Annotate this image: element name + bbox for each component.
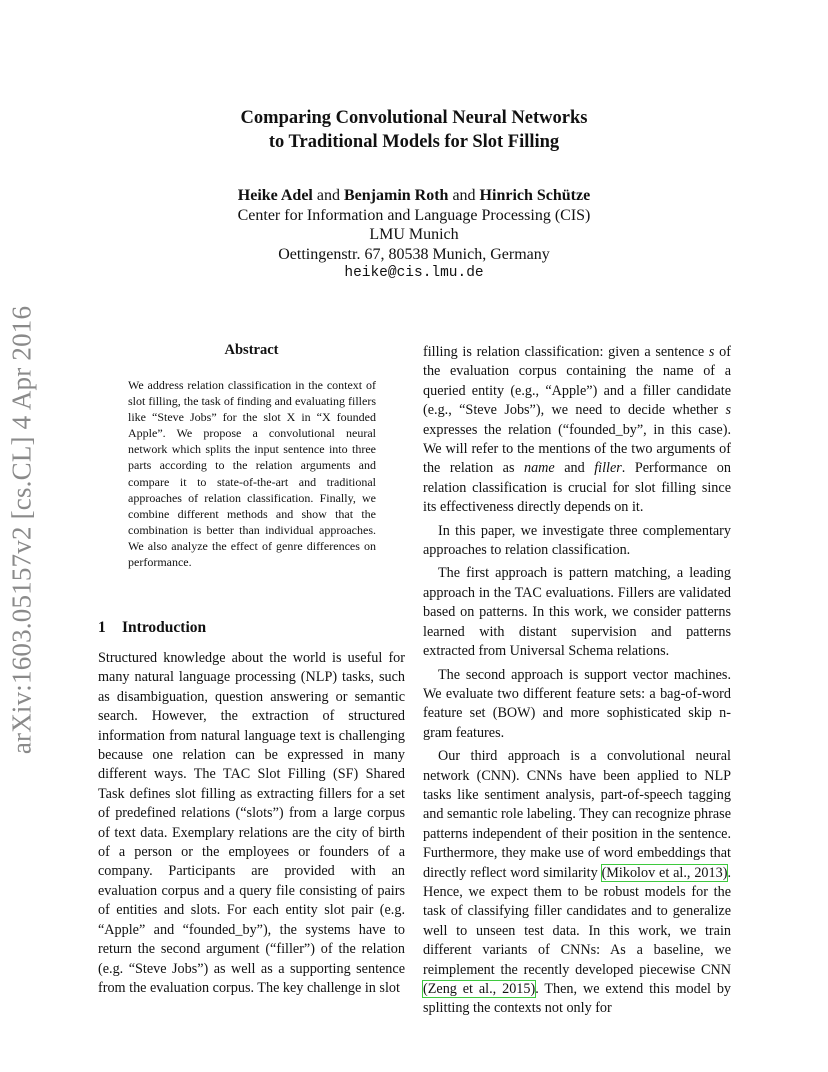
p1-text-d: . Performance on relation classification is crucial for slot filling since its effectiveness directly depends on it. [423,460,731,516]
p1-text-c: expresses the relation (“founded_by”, in this case). We will refer to the mentions of the two arguments of the relation as [423,421,731,477]
right-paragraph-1 [423,343,731,518]
right-paragraph-2: In this paper, we investigate three complementary approaches to relation classification. [423,522,731,559]
citation-zeng[interactable]: (Zeng et al., 2015) [423,981,536,997]
author-sep-2: and [452,187,476,204]
p5-text-c: . Then, we extend this model by splitting the contexts not only for [423,981,732,1017]
author-sep-1: and [316,187,340,204]
right-paragraph-4: The second approach is support vector machines. We evaluate two different feature sets: a bag-of-word feature set (BOW) and more sophisticated skip n-gram features. [423,666,731,741]
abstract-body [128,377,376,570]
affiliation-line-2: LMU Munich [369,226,459,243]
p5-text-b: . Hence, we expect them to be robust models for the task of classifying filler candidates and to generalize well to unseen test data. In this work, we train different variants of CNNs: As a baseline, we reimplement the recently developed piecewise CNN [423,864,731,978]
p5-text-a: Our third approach is a convolutional neural network (CNN). CNNs have been applied to NLP tasks like sentiment analysis, part-of-speech tagging and semantic role labeling. They can recognize phrase patterns independent of their position in the sentence. Furthermore, they make use of word embeddings that directly reflect word similarity [423,748,731,881]
abstract-text: We address relation classification in the context of slot filling, the task of finding and evaluating fillers like “Steve Jobs” for the slot X in “X founded Apple”. We propose a convolutional neural network which splits the input sentence into three parts according to the relation arguments and compare it to state-of-the-art and traditional approaches of relation classification. Finally, we combine different methods and show that the combination is better than individual approaches. We also analyze the effect of genre differences on performance. [128,378,376,570]
right-column-text [423,343,731,1019]
section-title: Introduction [122,619,207,636]
right-paragraph-3: The first approach is pattern matching, a leading approach in the TAC evaluations. Fillers are validated based on patterns. In this work, we consider patterns learned with distant supervision and patterns extracted from Universal Schema relations. [423,565,731,660]
p1-term-name: name [523,460,555,477]
p1-var-s-1: s [708,344,715,360]
title-line-2: to Traditional Models for Slot Filling [268,132,560,152]
right-paragraph-5 [423,747,731,1019]
p1-text-b: of the evaluation corpus containing the name of a queried entity (e.g., “Apple”) and a filler candidate (e.g., “Steve Jobs”), we need to decide whether [423,344,731,419]
author-names [0,186,828,206]
title-line-1: Comparing Convolutional Neural Networks [240,108,588,128]
p1-var-s-2: s [725,402,731,419]
p1-text-and: and [554,460,595,477]
p1-text-a: filling is relation classification: given a sentence [423,344,709,360]
author-2: Benjamin Roth [343,187,449,204]
paper-title [0,106,828,154]
section-heading [98,619,206,637]
section-number: 1 [98,619,106,636]
affiliation-line-3: Oettingenstr. 67, 80538 Munich, Germany [278,245,550,263]
affiliation-line-1: Center for Information and Language Processing (CIS) [237,206,591,224]
left-column-text [98,649,405,998]
author-3: Hinrich Schütze [479,187,591,204]
p1-term-filler: filler [594,460,622,477]
citation-mikolov[interactable]: (Mikolov et al., 2013) [601,864,728,881]
abstract-heading: Abstract [224,342,279,358]
intro-paragraph: Structured knowledge about the world is useful for many natural language processing (NLP) tasks, such as disambiguation, question answering or semantic search. However, the extraction of structured information from natural language text is challenging because one relation can be expressed in many different ways. The TAC Slot Filling (SF) Shared Task defines slot filling as extracting fillers for a set of predefined relations (“slots”) from a large corpus of text data. Exemplary relations are the city of birth of a person or the employees or founders of a company. Participants are provided with an evaluation corpus and a query file consisting of pairs of entities and slots. For each entity slot pair (e.g. “Apple” and “founded_by”), the systems have to return the second argument (“filler”) of the relation (e.g. “Steve Jobs”) as well as a supporting sentence from the evaluation corpus. The key challenge in slot [98,650,405,996]
author-email: heike@cis.lmu.de [344,265,484,281]
author-block [0,186,828,284]
arxiv-stamp: arXiv:1603.05157v2 [cs.CL] 4 Apr 2016 [6,305,37,755]
author-1: Heike Adel [237,187,313,204]
